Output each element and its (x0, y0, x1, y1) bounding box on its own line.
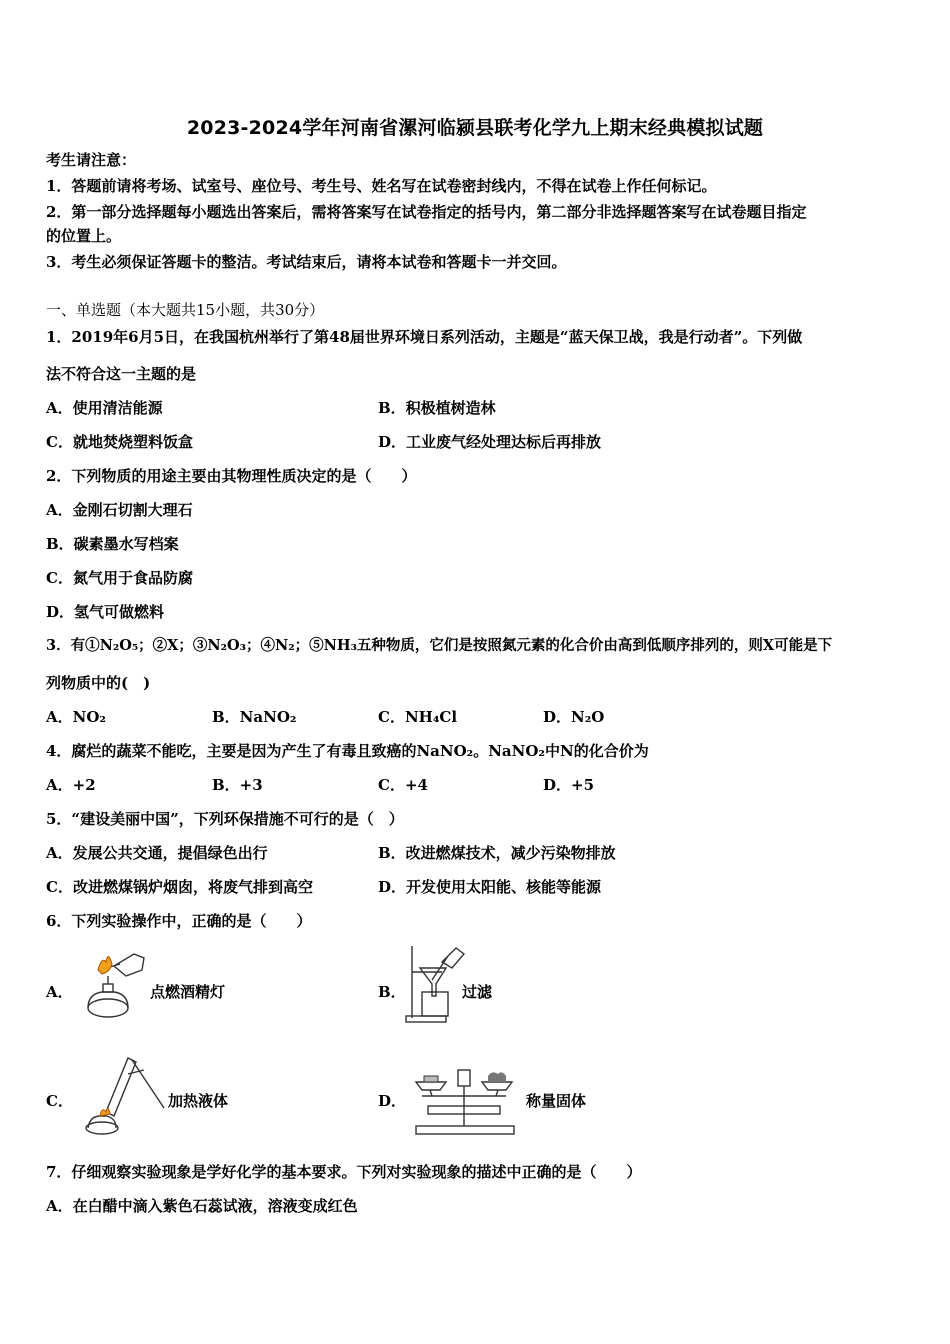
q6-option-d-label: 称量固体 (526, 1092, 587, 1110)
q5-option-d: D．开发使用太阳能、核能等能源 (378, 878, 602, 896)
q4-option-d: D．+5 (543, 776, 595, 794)
q6-option-c-label: 加热液体 (168, 1092, 229, 1110)
q1-stem-cont: 法不符合这一主题的是 (46, 365, 197, 383)
q6-option-d-letter: D． (378, 1092, 407, 1110)
q3-option-c: C．NH₄Cl (378, 708, 458, 726)
q2-option-b: B．碳素墨水写档案 (46, 535, 179, 553)
q4-option-a: A．+2 (46, 776, 96, 794)
q2-stem: 2．下列物质的用途主要由其物理性质决定的是（ ） (46, 467, 417, 485)
balance-figure (410, 1062, 520, 1138)
filtration-figure (402, 942, 466, 1024)
q5-option-a: A．发展公共交通，提倡绿色出行 (46, 844, 268, 862)
q4-stem: 4．腐烂的蔬菜不能吃，主要是因为产生了有毒且致癌的NaNO₂。NaNO₂中N的化合价为 (46, 742, 649, 760)
q7-stem: 7．仔细观察实验现象是学好化学的基本要求。下列对实验现象的描述中正确的是（ ） (46, 1163, 642, 1181)
q4-option-b: B．+3 (212, 776, 263, 794)
q1-option-a: A．使用清洁能源 (46, 399, 163, 417)
page-title: 2023-2024学年河南省漯河临颍县联考化学九上期末经典模拟试题 (186, 117, 764, 139)
notice-item-2: 2．第一部分选择题每小题选出答案后，需将答案写在试卷指定的括号内，第二部分非选择题答案写在试卷题目指定 (46, 203, 807, 221)
q6-option-a-letter: A． (46, 983, 73, 1001)
q1-stem: 1．2019年6月5日，在我国杭州举行了第48届世界环境日系列活动，主题是“蓝天保卫战，我是行动者”。下列做 (46, 328, 803, 346)
q6-stem: 6．下列实验操作中，正确的是（ ） (46, 912, 312, 930)
q1-option-b: B．积极植树造林 (378, 399, 496, 417)
q2-option-c: C．氮气用于食品防腐 (46, 569, 193, 587)
heating-liquid-figure (78, 1050, 168, 1136)
q5-stem: 5．“建设美丽中国”，下列环保措施不可行的是（ ） (46, 810, 404, 828)
q2-option-a: A．金刚石切割大理石 (46, 501, 193, 519)
q6-option-a-label: 点燃酒精灯 (150, 983, 226, 1001)
q3-stem-cont: 列物质中的( ) (46, 674, 151, 692)
notice-item-2-cont: 的位置上。 (46, 227, 122, 245)
q3-option-b: B．NaNO₂ (212, 708, 297, 726)
q6-option-c-letter: C． (46, 1092, 73, 1110)
q3-option-a: A．NO₂ (46, 708, 106, 726)
notice-item-3: 3．考生必须保证答题卡的整洁。考试结束后，请将本试卷和答题卡一并交回。 (46, 253, 567, 271)
q6-option-b-letter: B． (378, 983, 406, 1001)
q1-option-d: D．工业废气经处理达标后再排放 (378, 433, 602, 451)
q5-option-c: C．改进燃煤锅炉烟囱，将废气排到高空 (46, 878, 313, 896)
q4-option-c: C．+4 (378, 776, 428, 794)
q5-option-b: B．改进燃煤技术，减少污染物排放 (378, 844, 616, 862)
q3-option-d: D．N₂O (543, 708, 605, 726)
alcohol-lamp-lighting-figure (72, 942, 152, 1022)
q6-option-b-label: 过滤 (462, 983, 493, 1001)
q1-option-c: C．就地焚烧塑料饭盒 (46, 433, 193, 451)
notice-heading: 考生请注意： (46, 151, 137, 169)
q2-option-d: D．氢气可做燃料 (46, 603, 165, 621)
q7-option-a: A．在白醋中滴入紫色石蕊试液，溶液变成红色 (46, 1197, 358, 1215)
q3-stem: 3．有①N₂O₅；②X；③N₂O₃；④N₂；⑤NH₃五种物质，它们是按照氮元素的化合价由高到低顺序排列的，则X可能是下 (46, 637, 833, 654)
section-heading: 一、单选题（本大题共15小题，共30分） (46, 301, 325, 319)
notice-item-1: 1．答题前请将考场、试室号、座位号、考生号、姓名写在试卷密封线内，不得在试卷上作任何标记。 (46, 177, 717, 195)
